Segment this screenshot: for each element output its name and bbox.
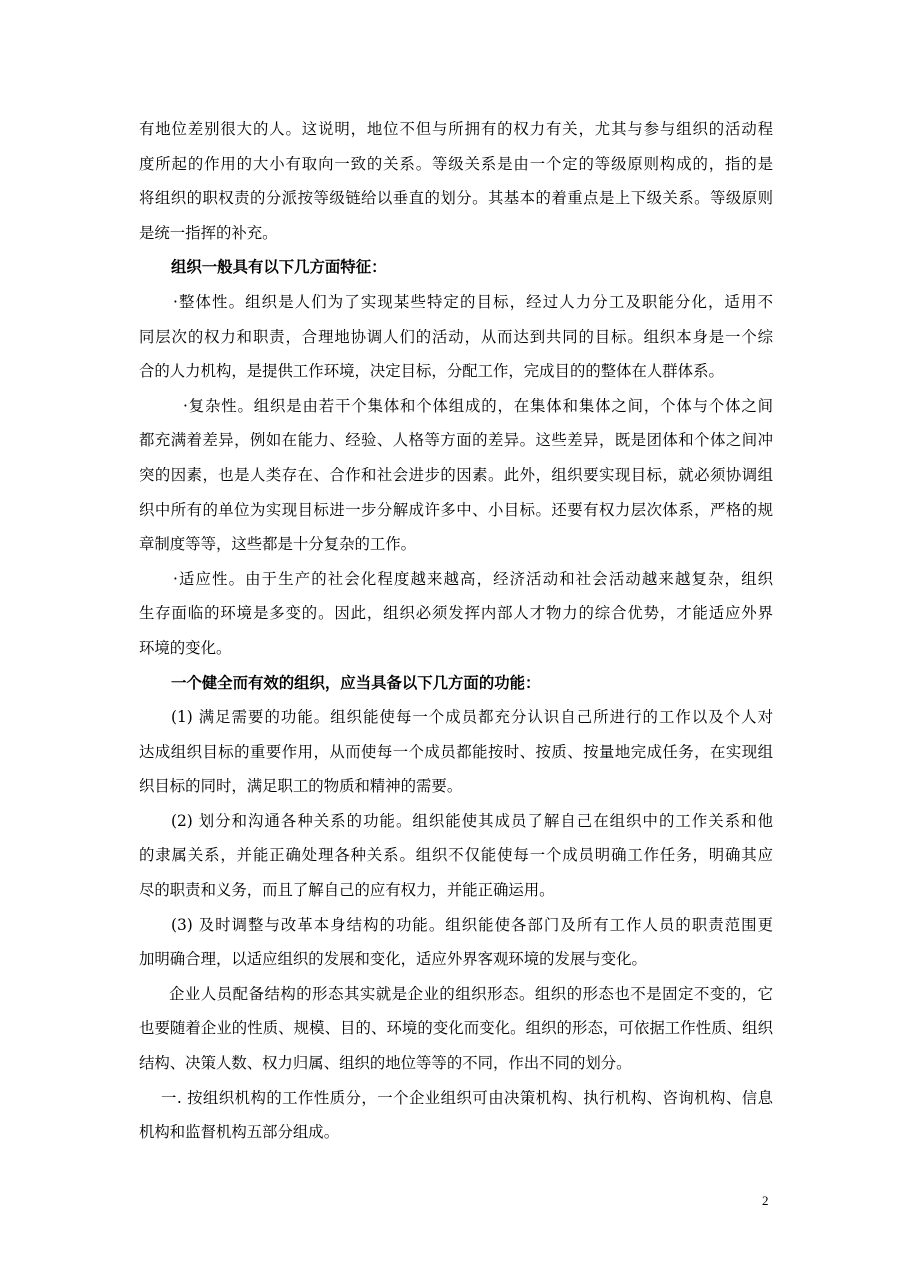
paragraph-line: 都充满着差异，例如在能力、经验、人格等方面的差异。这些差异，既是团体和个体之间冲 — [139, 431, 773, 450]
paragraph-line: 有地位差别很大的人。这说明，地位不但与所拥有的权力有关，尤其与参与组织的活动程 — [139, 120, 773, 138]
paragraph-line: 是统一指挥的补充。 — [139, 223, 278, 242]
paragraph-line: 也要随着企业的性质、规模、目的、环境的变化而变化。组织的形态，可依据工作性质、组织 — [139, 1019, 773, 1038]
paragraph-line: 突的因素，也是人类存在、合作和社会进步的因素。此外，组织要实现目标，就必须协调组 — [139, 465, 773, 484]
numbered-item-3: (3) 及时调整与改革本身结构的功能。组织能使各部门及所有工作人员的职责范围更 — [171, 915, 773, 934]
paragraph-line: 织中所有的单位为实现目标进一步分解成许多中、小目标。还要有权力层次体系，严格的规 — [139, 500, 773, 519]
paragraph-line: 生存面临的环境是多变的。因此，组织必须发挥内部人才物力的综合优势，才能适应外界 — [139, 604, 773, 623]
paragraph-line: 的隶属关系，并能正确处理各种关系。组织不仅能使每一个成员明确工作任务，明确其应 — [139, 846, 773, 865]
paragraph-line: 织目标的同时，满足职工的物质和精神的需要。 — [139, 777, 463, 796]
paragraph-line: 尽的职责和义务，而且了解自己的应有权力，并能正确运用。 — [139, 881, 555, 900]
paragraph-line: 合的人力机构，是提供工作环境，决定目标，分配工作，完成目的的整体在人群体系。 — [139, 362, 724, 381]
paragraph-line: 达成组织目标的重要作用，从而使每一个成员都能按时、按质、按量地完成任务，在实现组 — [139, 742, 773, 761]
page-number: 2 — [762, 1193, 769, 1208]
paragraph-line: 结构、决策人数、权力归属、组织的地位等等的不同，作出不同的划分。 — [139, 1054, 632, 1073]
paragraph-line: 度所起的作用的大小有取向一致的关系。等级关系是由一个定的等级原则构成的，指的是 — [139, 154, 773, 173]
bullet-item-integrity: ·整体性。组织是人们为了实现某些特定的目标，经过人力分工及职能分化，适用不 — [173, 292, 773, 311]
paragraph-line: 环境的变化。 — [139, 638, 232, 657]
paragraph-line: 将组织的职权责的分派按等级链给以垂直的划分。其基本的着重点是上下级关系。等级原则 — [139, 189, 773, 208]
body-text — [139, 112, 773, 1150]
section-heading-functions: 一个健全而有效的组织，应当具备以下几方面的功能： — [171, 673, 541, 692]
paragraph-line: 机构和监督机构五部分组成。 — [139, 1123, 340, 1142]
paragraph-line: 章制度等等，这些都是十分复杂的工作。 — [139, 535, 417, 554]
section-heading-features: 组织一般具有以下几方面特征： — [171, 258, 387, 277]
section-heading-classification: 一. 按组织机构的工作性质分，一个企业组织可由决策机构、执行机构、咨询机构、信息 — [161, 1088, 773, 1107]
numbered-item-1: (1) 满足需要的功能。组织能使每一个成员都充分认识自己所进行的工作以及个人对 — [171, 708, 773, 727]
paragraph-line: 加明确合理，以适应组织的发展和变化，适应外界客观环境的发展与变化。 — [139, 950, 647, 969]
paragraph-line: 企业人员配备结构的形态其实就是企业的组织形态。组织的形态也不是固定不变的，它 — [169, 984, 773, 1003]
numbered-item-2: (2) 划分和沟通各种关系的功能。组织能使其成员了解自己在组织中的工作关系和他 — [171, 811, 773, 830]
bullet-item-complexity: ·复杂性。组织是由若干个集体和个体组成的，在集体和集体之间，个体与个体之间 — [183, 396, 773, 415]
paragraph-line: 同层次的权力和职责，合理地协调人们的活动，从而达到共同的目标。组织本身是一个综 — [139, 327, 773, 346]
bullet-item-adaptability: ·适应性。由于生产的社会化程度越来越高，经济活动和社会活动越来越复杂，组织 — [173, 569, 773, 588]
